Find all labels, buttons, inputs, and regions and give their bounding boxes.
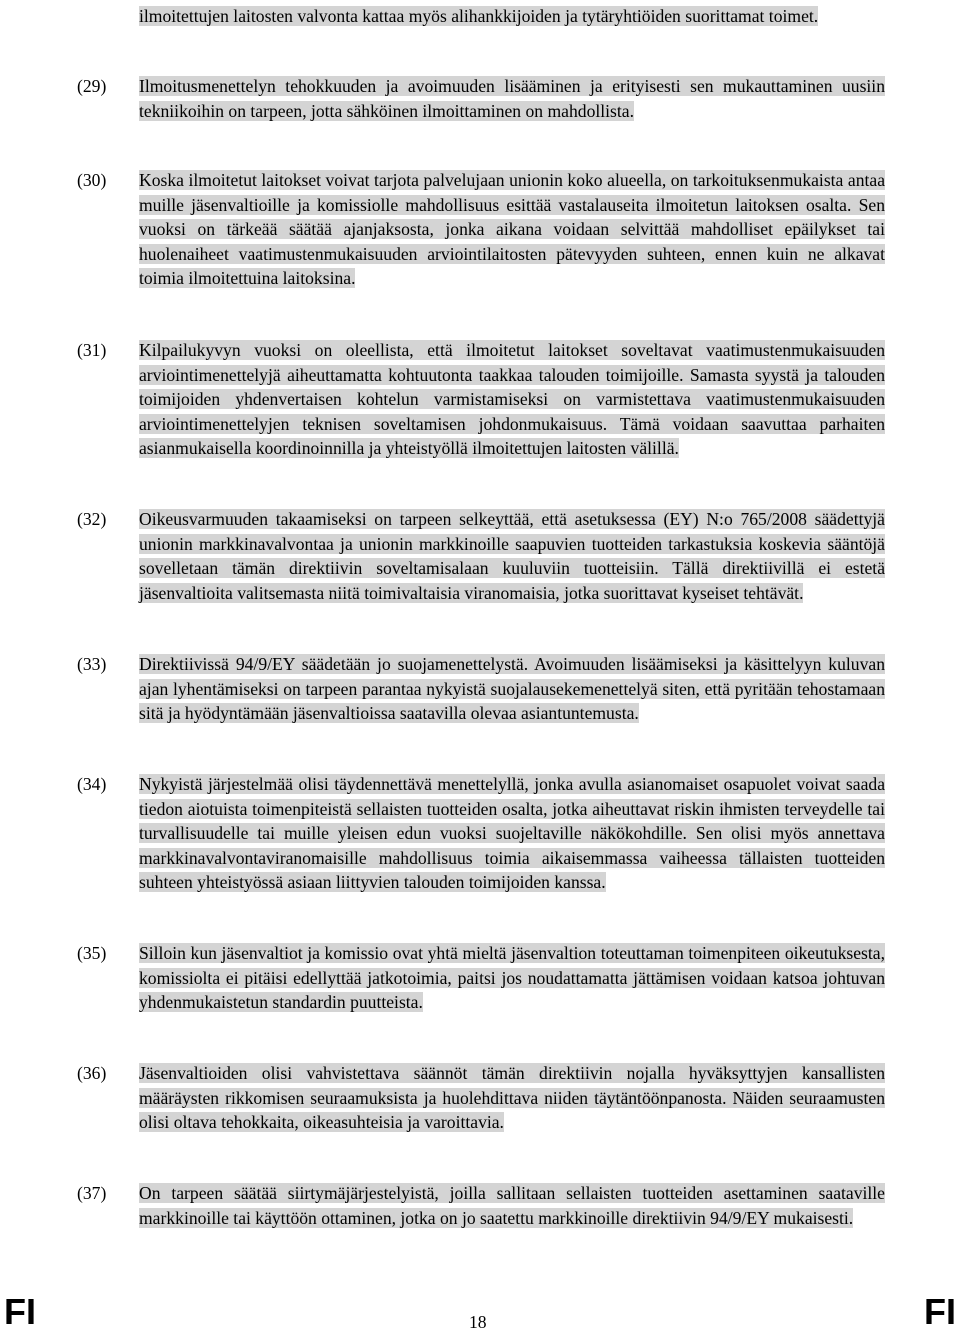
paragraph-text: Silloin kun jäsenvaltiot ja komissio ovat yhtä mieltä jäsenvaltion toteuttaman toimenpiteen oikeutuksesta, komissiolta ei pitäisi edellyttää jatkotoimia, paitsi jos noudattamatta jättämisen voidaan katsoa johtuvan yhdenmukaistetun standardin puutteista. bbox=[139, 943, 885, 1013]
paragraph-number: (37) bbox=[77, 1183, 107, 1203]
paragraph-text: Kilpailukyvyn vuoksi on oleellista, että ilmoitetut laitokset soveltavat vaatimustenmukaisuuden arviointimenettelyjä aiheuttamatta kohtuutonta taakkaa talouden toimijoille. Samasta syystä ja talouden toimijoiden yhdenvertaisen kohtelun varmistamiseksi on varmistettava vaatimustenmukaisuuden arviointimenettelyjen teknisen soveltamisen johdonmukaisuus. Tämä voidaan saavuttaa parhaiten asianmukaisella koordinoinnilla ja yhteistyöllä ilmoitettujen laitosten välillä. bbox=[139, 340, 885, 459]
paragraph-text: On tarpeen säätää siirtymäjärjestelyistä, joilla sallitaan sellaisten tuotteiden asettaminen saataville markkinoille tai käyttöön ottaminen, jotka on jo saatettu markkinoille direktiivin 94/9/EY mukaisesti. bbox=[139, 1183, 885, 1228]
paragraph-text: Koska ilmoitetut laitokset voivat tarjota palvelujaan unionin koko alueella, on tarkoituksenmukaista antaa muille jäsenvaltioille ja komissiolle mahdollisuus esittää vastalauseita ilmoitetun laitoksen osalta. Sen vuoksi on tärkeää säätää ajanjaksosta, jonka aikana voidaan selvittää mahdolliset epäilykset tai huolenaiheet vaatimustenmukaisuuden arviointilaitosten pätevyyden suhteen, ennen kuin ne alkavat toimia ilmoitettuina laitoksina. bbox=[139, 170, 885, 289]
paragraph-number: (33) bbox=[77, 654, 107, 674]
paragraph-text: Nykyistä järjestelmää olisi täydennettävä menettelyllä, jonka avulla asianomaiset osapuolet voivat saada tiedon aiotuista toimenpiteistä sellaisten tuotteiden osalta, jotka aiheuttavat riskin ihmisten terveydelle tai turvallisuudelle tai muille yleisen edun vuoksi suojeltaville näkökohdille. Sen olisi myös annettava markkinavalvontaviranomaisille mahdollisuus toimia aikaisemmassa vaiheessa tällaisten tuotteiden suhteen yhteistyössä asiaan liittyvien talouden toimijoiden kanssa. bbox=[139, 774, 885, 893]
paragraph-number: (31) bbox=[77, 340, 107, 360]
paragraph-number: (29) bbox=[77, 76, 107, 96]
footer-language-right: FI bbox=[924, 1291, 956, 1332]
paragraph-number: (35) bbox=[77, 943, 107, 963]
paragraph-text: Direktiivissä 94/9/EY säädetään jo suojamenettelystä. Avoimuuden lisäämiseksi ja käsittelyyn kuluvan ajan lyhentämiseksi on tarpeen parantaa nykyistä suojalausekemenettelyä siten, että pyritään tehostamaan sitä ja hyödyntämään jäsenvaltioissa saatavilla olevaa asiantuntemusta. bbox=[139, 654, 885, 724]
page-number: 18 bbox=[469, 1312, 487, 1332]
paragraph-number: (34) bbox=[77, 774, 107, 794]
paragraph-text: ilmoitettujen laitosten valvonta kattaa myös alihankkijoiden ja tytäryhtiöiden suorittamat toimet. bbox=[139, 6, 819, 26]
paragraph-text: Oikeusvarmuuden takaamiseksi on tarpeen selkeyttää, että asetuksessa (EY) N:o 765/2008 säädettyjä unionin markkinavalvontaa ja unionin markkinoille saapuvien tuotteiden tarkastuksia koskevia sääntöjä sovelletaan tämän direktiivin soveltamisalaan kuuluviin tuotteisiin. Tällä direktiivillä ei estetä jäsenvaltioita valitsemasta niitä toimivaltaisia viranomaisia, jotka suorittavat kyseiset tehtävät. bbox=[139, 509, 885, 603]
paragraph-number: (30) bbox=[77, 170, 107, 190]
footer-language-left: FI bbox=[4, 1291, 36, 1332]
paragraph-number: (32) bbox=[77, 509, 107, 529]
paragraph-text: Ilmoitusmenettelyn tehokkuuden ja avoimuuden lisääminen ja erityisesti sen mukauttaminen uusiin tekniikoihin on tarpeen, jotta sähköinen ilmoittaminen on mahdollista. bbox=[139, 76, 885, 121]
paragraph-text: Jäsenvaltioiden olisi vahvistettava säännöt tämän direktiivin nojalla hyväksyttyjen kansallisten määräysten rikkomisen seuraamuksista ja huolehdittava niiden täytäntöönpanosta. Näiden seuraamusten olisi oltava tehokkaita, oikeasuhteisia ja varoittavia. bbox=[139, 1063, 885, 1133]
paragraph-number: (36) bbox=[77, 1063, 107, 1083]
